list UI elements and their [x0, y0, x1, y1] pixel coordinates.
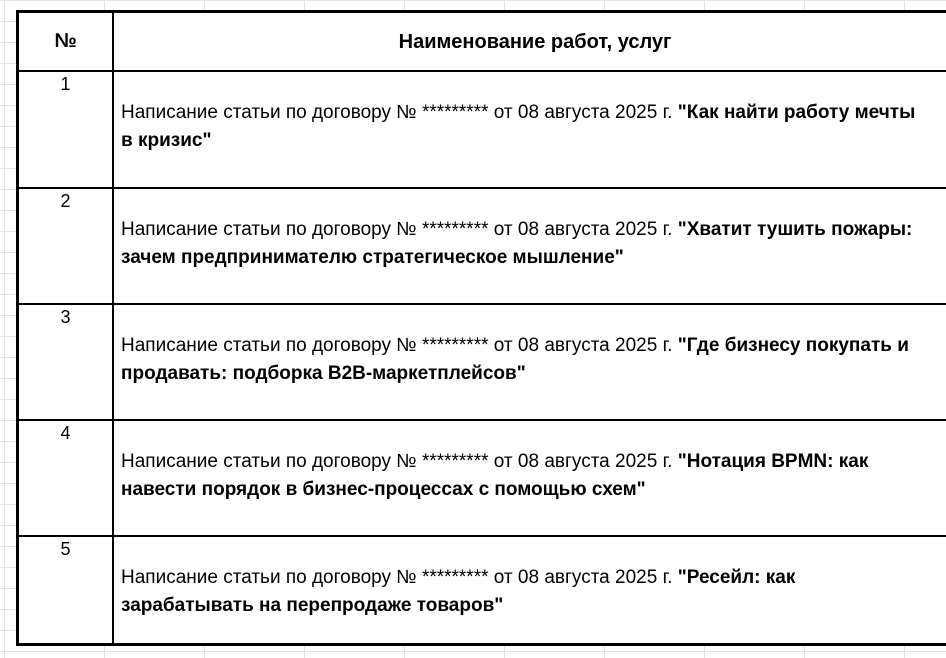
row-description-cell[interactable] [114, 305, 946, 419]
header-name-label: Наименование работ, услуг [398, 30, 672, 53]
works-table [16, 10, 946, 646]
row-number-cell[interactable] [19, 537, 114, 643]
row-description-prefix: Написание статьи по договору № ********* от 08 августа 2025 г. [121, 102, 678, 123]
row-description [121, 99, 932, 155]
row-article-title: "Хватит тушить пожары: зачем предпринимателю стратегическое мышление" [121, 219, 913, 268]
row-description-prefix: Написание статьи по договору № ********* от 08 августа 2025 г. [121, 335, 678, 356]
row-number-cell[interactable] [19, 72, 114, 187]
row-description-prefix: Написание статьи по договору № ********* от 08 августа 2025 г. [121, 219, 678, 240]
row-number-cell[interactable] [19, 305, 114, 419]
row-description-cell[interactable] [114, 72, 946, 187]
header-number-label: № [54, 30, 77, 52]
row-article-title: "Где бизнесу покупать и продавать: подборка B2B-маркетплейсов" [121, 335, 909, 384]
table-row [19, 303, 946, 419]
row-article-title: "Нотация BPMN: как навести порядок в бизнес-процессах с помощью схем" [121, 451, 869, 500]
row-number: 3 [60, 307, 71, 327]
header-number-cell[interactable] [19, 13, 114, 70]
row-number: 2 [60, 191, 71, 211]
row-description [121, 448, 932, 504]
row-number: 4 [60, 423, 71, 443]
row-description [121, 216, 932, 272]
table-row [19, 187, 946, 303]
row-description-prefix: Написание статьи по договору № ********* от 08 августа 2025 г. [121, 567, 678, 588]
row-number: 5 [60, 539, 71, 559]
table-row [19, 70, 946, 187]
row-description-cell[interactable] [114, 537, 946, 643]
row-article-title: "Ресейл: как зарабатывать на перепродаже товаров" [121, 567, 796, 616]
row-number: 1 [60, 74, 71, 94]
table-row [19, 535, 946, 643]
header-name-cell[interactable] [114, 13, 946, 70]
row-article-title: "Как найти работу мечты в кризис" [121, 102, 916, 151]
table-header-row [19, 13, 946, 70]
row-description-prefix: Написание статьи по договору № ********* от 08 августа 2025 г. [121, 451, 678, 472]
row-description-cell[interactable] [114, 189, 946, 303]
table-row [19, 419, 946, 535]
row-description [121, 332, 932, 388]
row-description-cell[interactable] [114, 421, 946, 535]
row-number-cell[interactable] [19, 421, 114, 535]
row-description [121, 564, 932, 620]
row-number-cell[interactable] [19, 189, 114, 303]
